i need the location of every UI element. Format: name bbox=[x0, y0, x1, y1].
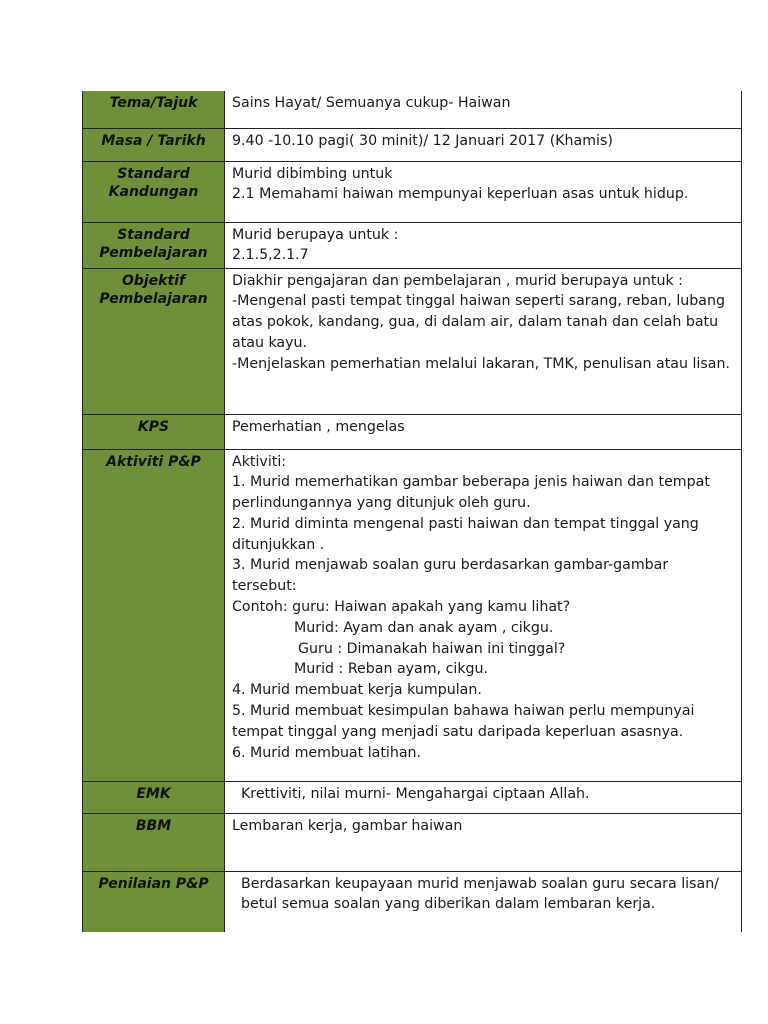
label-aktiviti: Aktiviti P&P bbox=[106, 453, 201, 470]
label-cell bbox=[83, 128, 225, 161]
value-cell bbox=[225, 813, 742, 871]
value-cell bbox=[225, 871, 742, 932]
label-cell bbox=[83, 871, 225, 932]
label-cell bbox=[83, 781, 225, 813]
sp-line-1: Murid berupaya untuk : bbox=[232, 226, 399, 243]
row-masa bbox=[83, 128, 742, 161]
obj-line-1: Diakhir pengajaran dan pembelajaran , murid berupaya untuk : bbox=[232, 272, 683, 289]
label-kps: KPS bbox=[137, 418, 170, 435]
label-penilaian: Penilaian P&P bbox=[98, 875, 209, 892]
akt-line-5: Murid: Ayam dan anak ayam , cikgu. bbox=[294, 619, 554, 636]
label-bbm: BBM bbox=[135, 817, 172, 834]
masa-text: 9.40 -10.10 pagi( 30 minit)/ 12 Januari 2017 (Khamis) bbox=[232, 132, 613, 149]
row-aktiviti bbox=[83, 449, 742, 781]
lesson-plan-table bbox=[82, 91, 742, 932]
row-objektif bbox=[83, 268, 742, 414]
label-cell bbox=[83, 161, 225, 222]
emk-text: Krettiviti, nilai murni- Mengahargai ciptaan Allah. bbox=[241, 785, 590, 802]
row-penilaian bbox=[83, 871, 742, 932]
label-standard-kandungan bbox=[83, 162, 224, 201]
row-standard-pembelajaran bbox=[83, 222, 742, 268]
label-masa: Masa / Tarikh bbox=[101, 132, 206, 149]
akt-line-6: Guru : Dimanakah haiwan ini tinggal? bbox=[298, 640, 566, 657]
value-cell bbox=[225, 222, 742, 268]
label-objektif bbox=[83, 269, 224, 308]
row-kps bbox=[83, 414, 742, 449]
value-cell bbox=[225, 268, 742, 414]
sp-line-2: 2.1.5,2.1.7 bbox=[232, 247, 309, 264]
value-cell bbox=[225, 781, 742, 813]
label-line: Kandungan bbox=[108, 183, 199, 200]
label-cell bbox=[83, 813, 225, 871]
sk-line-1: Murid dibimbing untuk bbox=[232, 165, 393, 182]
label-emk: EMK bbox=[136, 785, 171, 802]
akt-line-8: 4. Murid membuat kerja kumpulan. bbox=[232, 682, 482, 699]
label-tema: Tema/Tajuk bbox=[109, 95, 198, 111]
row-standard-kandungan bbox=[83, 161, 742, 222]
akt-line-4: Contoh: guru: Haiwan apakah yang kamu lihat? bbox=[232, 599, 571, 616]
obj-line-2: -Mengenal pasti tempat tinggal haiwan seperti sarang, reban, lubang atas pokok, kandang, gua, di dalam air, dalam tanah dan celah batu atau kayu. bbox=[232, 293, 725, 351]
label-cell bbox=[83, 414, 225, 449]
value-cell bbox=[225, 128, 742, 161]
kps-text: Pemerhatian , mengelas bbox=[232, 418, 405, 435]
value-cell bbox=[225, 414, 742, 449]
row-bbm bbox=[83, 813, 742, 871]
label-standard-pembelajaran bbox=[83, 223, 224, 262]
sk-line-2: 2.1 Memahami haiwan mempunyai keperluan asas untuk hidup. bbox=[232, 186, 689, 203]
label-cell bbox=[83, 91, 225, 128]
value-cell bbox=[225, 161, 742, 222]
akt-line-9: 5. Murid membuat kesimpulan bahawa haiwan perlu mempunyai tempat tinggal yang menjadi satu daripada keperluan asasnya. bbox=[232, 703, 695, 740]
row-tema bbox=[83, 91, 742, 128]
row-emk bbox=[83, 781, 742, 813]
obj-line-3: -Menjelaskan pemerhatian melalui lakaran, TMK, penulisan atau lisan. bbox=[232, 355, 730, 372]
label-cell bbox=[83, 268, 225, 414]
label-line: Pembelajaran bbox=[99, 290, 208, 307]
value-cell bbox=[225, 91, 742, 128]
penilaian-text: Berdasarkan keupayaan murid menjawab soalan guru secara lisan/ betul semua soalan yang diberikan dalam lembaran kerja. bbox=[241, 875, 719, 913]
tema-text: Sains Hayat/ Semuanya cukup- Haiwan bbox=[232, 95, 511, 111]
label-cell bbox=[83, 449, 225, 781]
akt-line-0: Aktiviti: bbox=[232, 453, 287, 470]
akt-line-3: 3. Murid menjawab soalan guru berdasarkan gambar-gambar tersebut: bbox=[232, 557, 669, 595]
akt-line-2: 2. Murid diminta mengenal pasti haiwan dan tempat tinggal yang ditunjukkan . bbox=[232, 515, 699, 553]
akt-line-7: Murid : Reban ayam, cikgu. bbox=[294, 661, 489, 678]
akt-line-1: 1. Murid memerhatikan gambar beberapa jenis haiwan dan tempat perlindungannya yang ditunjuk oleh guru. bbox=[232, 474, 710, 512]
label-line: Pembelajaran bbox=[99, 244, 208, 261]
value-cell bbox=[225, 449, 742, 781]
label-cell bbox=[83, 222, 225, 268]
label-line: Standard bbox=[117, 165, 190, 182]
akt-line-10: 6. Murid membuat latihan. bbox=[232, 744, 422, 761]
label-line: Objektif bbox=[121, 272, 186, 289]
label-line: Standard bbox=[117, 226, 190, 243]
bbm-text: Lembaran kerja, gambar haiwan bbox=[232, 817, 463, 834]
